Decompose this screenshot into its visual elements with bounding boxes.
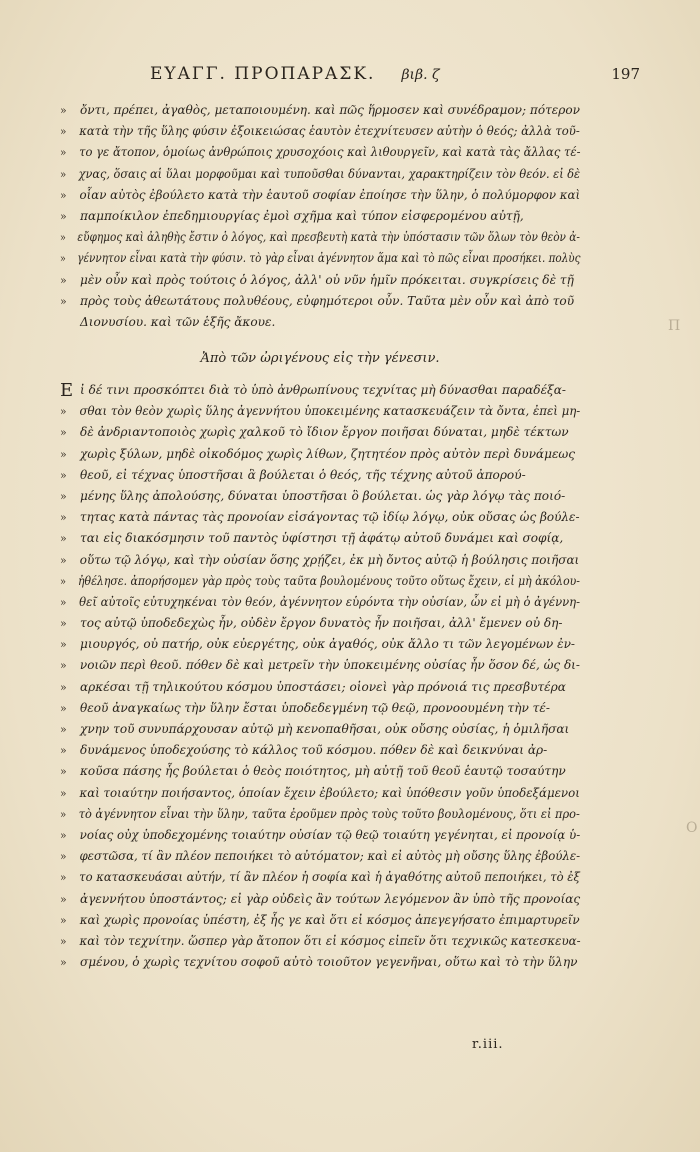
quotation-mark: »: [60, 447, 67, 461]
line-text: σθαι τὸν θεὸν χωρὶς ὕλης ἀγεννήτου ὑποκειμένης κατασκευάζειν τὰ ὄντα, ἐπεὶ μη-: [79, 404, 581, 419]
lower-text-block: [60, 380, 580, 973]
book-reference: βιβ. ζ: [401, 67, 440, 83]
line-text: μὲν οὖν καὶ πρὸς τούτοις ὁ λόγος, ἀλλ' οὐ νῦν ἡμῖν πρόκειται. συγκρίσεις δὲ τῇ: [80, 272, 574, 287]
line-text: μένης ὕλης ἀπολούσης, δύναται ὑποστῆσαι ὃ βούλεται. ὡς γὰρ λόγῳ τὰς ποιό-: [80, 488, 566, 503]
text-line: [60, 248, 581, 269]
text-line: [60, 401, 581, 422]
line-text: καὶ χωρὶς προνοίας ὑπέστη, ἐξ ἧς γε καὶ ὅτι εἰ κόσμος ἀπεγεγήσατο ἐπιμαρτυρεῖν: [79, 912, 580, 927]
text-line: [60, 592, 581, 613]
quotation-mark: »: [60, 786, 67, 800]
text-line: [60, 465, 580, 486]
quotation-mark: »: [60, 468, 67, 482]
text-line: [60, 740, 580, 761]
text-line: [60, 291, 580, 312]
quotation-mark: »: [60, 188, 67, 202]
show-through-mark: Π: [668, 318, 681, 334]
text-line: [60, 910, 580, 931]
section-heading: Ἀπὸ τῶν ὠριγένους εἰς τὴν γένεσιν.: [200, 351, 440, 366]
quotation-mark: »: [60, 252, 66, 266]
line-text: ὄντι, πρέπει, ἀγαθὸς, μεταποιουμένη. καὶ πῶς ἥρμοσεν καὶ συνέδραμον; πότερον: [79, 103, 580, 117]
text-line: [60, 761, 580, 782]
text-line: [60, 270, 580, 291]
quotation-mark: »: [60, 850, 67, 864]
text-line: [60, 719, 580, 740]
quotation-mark: »: [60, 405, 67, 419]
text-line: [60, 164, 581, 185]
quotation-mark: »: [60, 659, 67, 673]
text-line: [60, 507, 580, 528]
text-line: [60, 185, 581, 206]
text-line: [60, 100, 579, 121]
quotation-mark: »: [60, 104, 67, 117]
line-text: παμποίκιλον ἐπεδημιουργίας ἐμοὶ σχῆμα καὶ τύπον εἰσφερομένου αὐτῇ,: [80, 208, 524, 223]
quotation-mark: »: [60, 723, 67, 736]
quotation-mark: »: [60, 209, 67, 223]
quotation-mark: »: [60, 871, 67, 885]
quotation-mark: »: [60, 595, 67, 609]
line-text: θεῖ αὐτοῖς εὐτυχηκέναι τὸν θεόν, ἀγέννητον εὑρόντα τὴν οὐσίαν, ὧν εἰ μὴ ὁ ἀγέννη-: [79, 594, 581, 609]
quotation-mark: »: [60, 828, 67, 842]
quotation-mark: »: [60, 617, 67, 631]
text-line: [60, 312, 580, 333]
line-text: ἠθέλησε. ἀπορήσομεν γὰρ πρὸς τοὺς ταῦτα βουλομένους τοῦτο οὕτως ἔχειν, εἰ μὴ ἀκόλου-: [78, 573, 580, 588]
line-text: νοιῶν περὶ θεοῦ. πόθεν δὲ καὶ μετρεῖν τὴν ὑποκειμένης οὐσίας ἦν ὅσον δέ, ὡς δι-: [79, 658, 580, 673]
quotation-mark: »: [60, 934, 67, 948]
quotation-mark: »: [60, 426, 67, 440]
text-line: [60, 952, 580, 973]
line-text: χνας, ὅσαις αἱ ὕλαι μορφοῦμαι καὶ τυποῦσθαι δύνανται, χαρακτηρίζειν τὸν θεόν. εἰ δὲ: [78, 166, 581, 181]
line-text: κατὰ τὴν τῆς ὕλης φύσιν ἐξοικειώσας ἑαυτὸν ἐτεχνίτευσεν αὐτὴν ὁ θεός; ἀλλὰ τοῦ-: [79, 124, 580, 139]
signature-mark: r.iii.: [472, 1037, 504, 1052]
line-text: ἀγεννήτου ὑποστάντος; εἰ γὰρ οὐδεὶς ἂν τούτων λεγόμενον ἂν ὑπὸ τῆς προνοίας: [80, 891, 581, 906]
quotation-mark: »: [60, 167, 67, 181]
line-text: τητας κατὰ πάντας τὰς προνοίαν εἰσάγοντας τῷ ἰδίῳ λόγῳ, οὐκ οὔσας ὡς βούλε-: [79, 510, 580, 525]
line-text: φεστῶσα, τί ἂν πλέον πεποιήκει τὸ αὐτόματον; καὶ εἰ αὐτὸς μὴ οὔσης ὕλης ἐβούλε-: [79, 849, 581, 864]
line-text: καὶ τοιαύτην ποιήσαντος, ὁποίαν ἔχειν ἐβούλετο; καὶ ὑπόθεσιν γοῦν ὑποδεξάμενοι: [79, 785, 580, 800]
text-line: [60, 613, 580, 634]
quotation-mark: »: [60, 146, 67, 160]
text-line: [60, 889, 580, 910]
line-text: Διονυσίου. καὶ τῶν ἑξῆς ἄκουε.: [80, 314, 276, 329]
line-text: αρκέσαι τῇ τηλικούτου κόσμου ὑποστάσει; οἱονεὶ γὰρ πρόνοιά τις πρεσβυτέρα: [80, 679, 566, 694]
line-text: τος αὐτῷ ὑποδεδεχὼς ἦν, οὐδὲν ἔργον δυνατὸς ἦν ποιῆσαι, ἀλλ' ἔμενεν οὐ δη-: [80, 616, 563, 631]
line-text: χωρὶς ξύλων, μηδὲ οἰκοδόμος χωρὶς λίθων, ζητητέον πρὸς αὐτὸν περὶ δυνάμεως: [80, 446, 576, 461]
line-text: θεοῦ ἀναγκαίως τὴν ὕλην ἔσται ὑποδεδεγμένη τῷ θεῷ, προνοουμένη τὴν τέ-: [80, 700, 550, 715]
line-text: γέννητον εἶναι κατὰ τὴν φύσιν. τὸ γὰρ εἶναι ἀγέννητον ἅμα καὶ τὸ πῶς εἶναι προσήκει. πολὺς: [77, 251, 581, 266]
line-text: νοίας οὐχ ὑποδεχομένης τοιαύτην οὐσίαν τῷ θεῷ τοιαύτη γεγένηται, εἰ προνοίᾳ ὑ-: [79, 827, 581, 842]
upper-text-block: [60, 100, 580, 333]
text-line: [60, 121, 580, 142]
quotation-mark: »: [60, 574, 67, 588]
page-number: 197: [611, 65, 640, 83]
quotation-mark: »: [60, 532, 67, 546]
text-line: [60, 804, 580, 825]
text-line: [60, 931, 581, 952]
quotation-mark: »: [60, 294, 67, 308]
line-text: οἷαν αὐτὸς ἐβούλετο κατὰ τὴν ἑαυτοῦ σοφίαν ἐποίησε τὴν ὕλην, ὁ πολύμορφον καὶ: [79, 187, 581, 202]
line-text: θεοῦ, εἰ τέχνας ὑποστῆσαι ἃ βούλεται ὁ θεός, τῆς τέχνης αὐτοῦ ἀπορού-: [80, 467, 526, 482]
quotation-mark: »: [60, 956, 67, 970]
quotation-mark: »: [60, 553, 67, 567]
quotation-mark: »: [60, 807, 67, 821]
line-text: πρὸς τοὺς ἀθεωτάτους πολυθέους, εὐφημότεροι οὖν. Ταῦτα μὲν οὖν καὶ ἀπὸ τοῦ: [80, 293, 575, 308]
line-text: χνην τοῦ συνυπάρχουσαν αὐτῷ μὴ κενοπαθῆσαι, οὐκ οὔσης οὐσίας, ἡ ὁμιλῆσαι: [80, 722, 570, 736]
quotation-mark: »: [60, 231, 66, 245]
text-line: [60, 677, 580, 698]
quotation-mark: »: [60, 489, 67, 503]
line-text: δὲ ἀνδριαντοποιὸς χωρὶς χαλκοῦ τὸ ἴδιον ἔργον ποιῆσαι δύναται, μηδὲ τέκτων: [80, 425, 569, 440]
text-line: [60, 571, 580, 592]
line-text: καὶ τὸν τεχνίτην. ὥσπερ γὰρ ἄτοπον ὅτι εἰ κόσμος εἰπεῖν ὅτι τεχνικῶς κατεσκευα-: [79, 933, 581, 948]
text-line: [60, 444, 580, 465]
text-line: [60, 550, 580, 571]
text-line: [60, 528, 580, 549]
text-line: [60, 846, 581, 867]
text-line: [60, 422, 580, 443]
quotation-mark: »: [60, 125, 67, 139]
line-text: το κατασκευάσαι αὐτήν, τί ἂν πλέον ἡ σοφία καὶ ἡ ἀγαθότης αὐτοῦ πεποιήκει, τὸ ἐξ: [79, 870, 580, 885]
line-text: δυνάμενος ὑποδεχούσης τὸ κάλλος τοῦ κόσμου. πόθεν δὲ καὶ δεικνύναι ἀρ-: [80, 743, 548, 758]
text-line: [60, 655, 580, 676]
text-line: [60, 206, 580, 227]
line-text: οὕτω τῷ λόγῳ, καὶ τὴν οὐσίαν ὅσης χρῄζει, ἐκ μὴ ὄντος αὐτῷ ἡ βούλησις ποιῆσαι: [79, 552, 580, 567]
quotation-mark: »: [60, 892, 67, 906]
line-text: εὔφημος καὶ ἀληθὴς ἔστιν ὁ λόγος, καὶ πρεσβευτὴ κατὰ τὴν ὑπόστασιν τῶν ὅλων τὸν θεὸν ἀ-: [77, 230, 580, 245]
initial-letter: Ε: [60, 380, 74, 401]
text-line: [60, 227, 580, 248]
quotation-mark: »: [60, 765, 67, 779]
line-text: ἰ δέ τινι προσκόπτει διὰ τὸ ὑπὸ ἀνθρωπίνους τεχνίτας μὴ δύνασθαι παραδέξα-: [80, 383, 566, 397]
text-line: [60, 486, 580, 507]
line-text: σμένου, ὁ χωρὶς τεχνίτου σοφοῦ αὐτὸ τοιοῦτον γεγενῆναι, οὕτω καὶ τὸ τὴν ὕλην: [80, 955, 578, 970]
line-text: κοῦσα πάσης ἧς βούλεται ὁ θεὸς ποιότητος, μὴ αὐτῇ τοῦ θεοῦ ἑαυτῷ τοσαύτην: [80, 764, 566, 779]
text-line: [60, 634, 580, 655]
text-line: [60, 825, 581, 846]
line-text: μιουργός, οὐ πατήρ, οὐκ εὐεργέτης, οὐκ ἀγαθός, οὐκ ἄλλο τι τῶν λεγομένων ἐν-: [80, 637, 576, 652]
quotation-mark: »: [60, 744, 67, 758]
quotation-mark: »: [60, 273, 67, 287]
show-through-mark: O: [686, 820, 698, 836]
text-line: [60, 867, 580, 888]
line-text: το γε ἄτοπον, ὁμοίως ἀνθρώποις χρυσοχόοις καὶ λιθουργεῖν, καὶ κατὰ τὰς ἄλλας τέ-: [79, 145, 581, 160]
line-text: τὸ ἀγέννητον εἶναι τὴν ὕλην, ταῦτα ἐροῦμεν πρὸς τοὺς τοῦτο βουλομένους, ὅτι εἰ προ-: [78, 806, 580, 821]
running-head: [150, 64, 640, 94]
quotation-mark: »: [60, 913, 67, 927]
quotation-mark: »: [60, 680, 67, 694]
line-text: ται εἰς διακόσμησιν τοῦ παντὸς ὑφίστησι τῇ ἀφάτῳ αὐτοῦ δυνάμει καὶ σοφίᾳ,: [80, 531, 564, 546]
quotation-mark: »: [60, 511, 67, 525]
text-line: [60, 783, 580, 804]
running-title: ΕΥΑΓΓ. ΠΡΟΠΑΡΑΣΚ.: [150, 64, 376, 84]
text-line: [60, 698, 580, 719]
quotation-mark: »: [60, 638, 67, 652]
text-line: [60, 380, 580, 401]
quotation-mark: »: [60, 701, 67, 715]
text-line: [60, 142, 581, 163]
